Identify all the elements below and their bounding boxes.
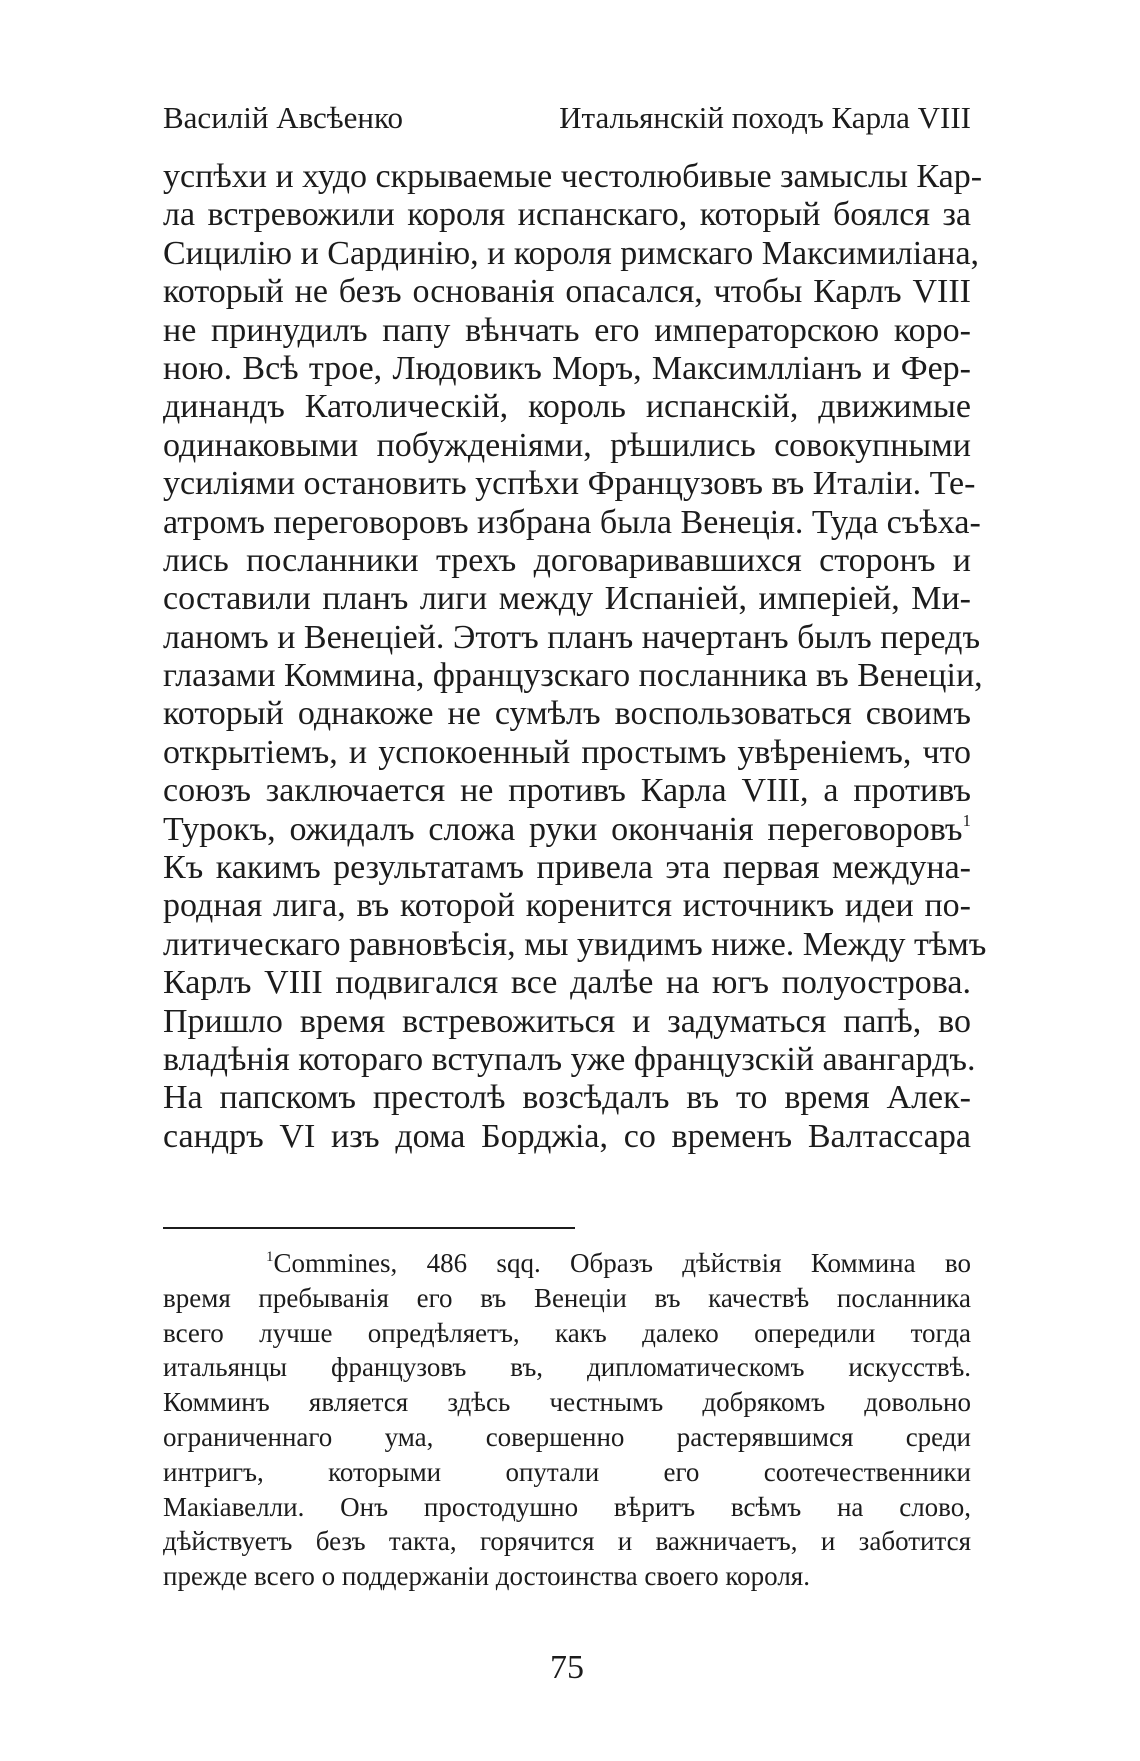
text-line: литическаго равновѣсія, мы увидимъ ниже. Между тѣмъ xyxy=(163,925,987,963)
text-line: Сицилію и Сардинію, и короля римскаго Максимиліана, xyxy=(163,234,980,272)
footnote-reference[interactable]: 1 xyxy=(962,810,971,830)
footnote-line: прежде всего о поддержаніи достоинства своего короля. xyxy=(163,1561,810,1592)
text-line: ною. Всѣ трое, Людовикъ Моръ, Максимлліанъ и Фер- xyxy=(163,349,971,387)
text-line: который однакоже не сумѣлъ воспользоваться своимъ xyxy=(163,695,971,733)
text-line: одинаковыми побужденіями, рѣшились совокупными xyxy=(163,426,971,464)
text-line: ланомъ и Венеціей. Этотъ планъ начертанъ былъ передъ xyxy=(163,618,981,656)
body-text xyxy=(163,158,987,1156)
footnote-line: ограниченнаго ума, совершенно растерявшимся среди xyxy=(163,1421,971,1452)
text-line: ла встревожили короля испанскаго, который боялся за xyxy=(163,196,971,234)
footnote-mark: 1 xyxy=(266,1249,274,1265)
book-page xyxy=(163,0,987,1761)
text-line: сандръ VI изъ дома Борджіа, со временъ Валтассара xyxy=(163,1117,971,1155)
footnote-line: время пребыванія его въ Венеціи въ качествѣ посланника xyxy=(163,1282,971,1313)
text-line: успѣхи и худо скрываемые честолюбивые замыслы Кар- xyxy=(163,158,983,195)
running-header xyxy=(163,98,971,138)
footnote-divider xyxy=(163,1227,575,1229)
text-line: Къ какимъ результатамъ привела эта первая междуна- xyxy=(163,849,971,887)
page-number: 75 xyxy=(550,1649,584,1686)
footnote xyxy=(163,1246,971,1594)
footnote-line-first xyxy=(163,1246,971,1281)
footnote-line: Комминъ является здѣсь честнымъ добрякомъ довольно xyxy=(163,1387,971,1418)
text-line: союзъ заключается не противъ Карла VIII, а противъ xyxy=(163,772,971,810)
footnote-line: интригъ, которыми опутали его соотечественники xyxy=(163,1456,971,1487)
text-line: который не безъ основанія опасался, чтобы Карлъ VIII xyxy=(163,273,971,311)
text-line: Пришло время встревожиться и задуматься папѣ, во xyxy=(163,1002,971,1040)
text-line: динандъ Католическій, король испанскій, движимые xyxy=(163,388,971,426)
text-line: атромъ переговоровъ избрана была Венеція. Туда съѣха- xyxy=(163,503,981,541)
header-author: Василій Авсѣенко xyxy=(163,100,403,135)
footnote-line: всего лучше опредѣляетъ, какъ далеко опередили тогда xyxy=(163,1317,971,1348)
text-line: лись посланники трехъ договаривавшихся сторонъ и xyxy=(163,541,971,579)
footnote-line: итальянцы французовъ въ, дипломатическомъ искусствѣ. xyxy=(163,1352,971,1383)
text-line: Карлъ VIII подвигался все далѣе на югъ полуострова. xyxy=(163,964,971,1002)
footnote-line: Макіавелли. Онъ простодушно вѣритъ всѣмъ на слово, xyxy=(163,1491,971,1522)
text-line: не принудилъ папу вѣнчать его императорскою коро- xyxy=(163,311,971,349)
text-line: глазами Коммина, французскаго посланника въ Венеціи, xyxy=(163,657,983,695)
text-line-with-footnote xyxy=(163,811,971,849)
text-line: составили планъ лиги между Испаніей, имперіей, Ми- xyxy=(163,580,971,618)
text-line: Турокъ, ожидалъ сложа руки окончанія переговоровъ xyxy=(163,810,963,848)
text-line: родная лига, въ которой коренится источникъ идеи по- xyxy=(163,887,971,925)
text-line: владѣнія котораго вступалъ уже французскій авангардъ. xyxy=(163,1040,976,1078)
header-title: Итальянскій походъ Карла VIII xyxy=(559,100,971,135)
text-line: На папскомъ престолѣ возсѣдалъ въ то время Алек- xyxy=(163,1079,971,1117)
footnote-line: Commines, 486 sqq. Образъ дѣйствія Коммина во xyxy=(273,1248,971,1278)
footnote-line: дѣйствуетъ безъ такта, горячится и важничаетъ, и заботится xyxy=(163,1526,971,1557)
text-line: усиліями остановить успѣхи Французовъ въ Италіи. Те- xyxy=(163,465,976,503)
text-line: открытіемъ, и успокоенный простымъ увѣреніемъ, что xyxy=(163,733,971,771)
